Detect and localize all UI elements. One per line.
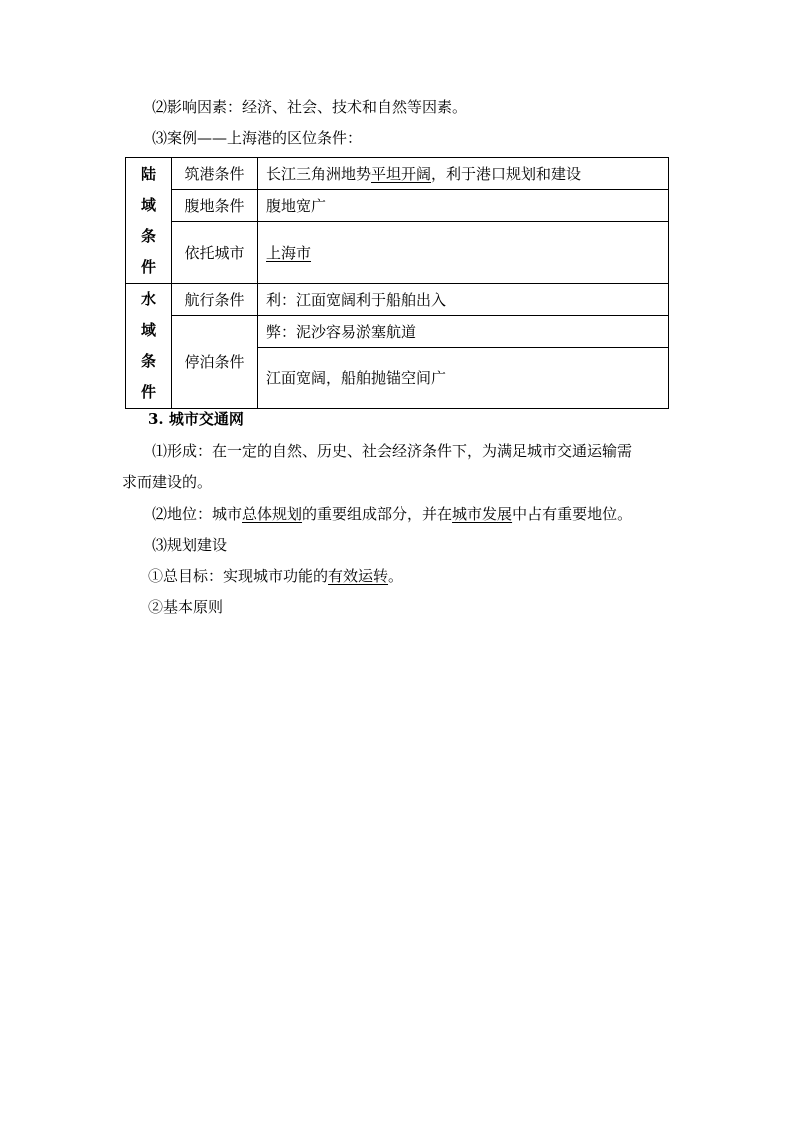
condition-hinterland: 腹地条件 bbox=[172, 190, 258, 222]
desc-port-building: 长江三角洲地势平坦开阔，利于港口规划和建设 bbox=[258, 158, 669, 190]
paragraph-overall-goal: ①总目标：实现城市功能的有效运转。 bbox=[148, 567, 404, 585]
condition-city: 依托城市 bbox=[172, 222, 258, 284]
shanghai-port-location-table bbox=[125, 157, 669, 409]
paragraph-influencing-factors: ⑵影响因素：经济、社会、技术和自然等因素。 bbox=[152, 98, 468, 116]
desc-navigation: 利：江面宽阔利于船舶出入 bbox=[258, 284, 669, 316]
condition-navigation: 航行条件 bbox=[172, 284, 258, 316]
paragraph-planning: ⑶规划建设 bbox=[152, 536, 228, 554]
table-row bbox=[126, 158, 669, 190]
table-row bbox=[126, 190, 669, 222]
table-row bbox=[126, 316, 669, 348]
paragraph-status: ⑵地位：城市总体规划的重要组成部分，并在城市发展中占有重要地位。 bbox=[152, 505, 633, 523]
desc-mooring-advantage: 江面宽阔，船舶抛锚空间广 bbox=[258, 348, 669, 409]
paragraph-formation-line2: 求而建设的。 bbox=[122, 473, 213, 491]
land-conditions-label: 陆 域 条 件 bbox=[126, 158, 172, 284]
paragraph-basic-principles: ②基本原则 bbox=[148, 598, 224, 616]
condition-mooring: 停泊条件 bbox=[172, 316, 258, 409]
desc-city: 上海市 bbox=[258, 222, 669, 284]
desc-hinterland: 腹地宽广 bbox=[258, 190, 669, 222]
water-conditions-label: 水 域 条 件 bbox=[126, 284, 172, 409]
paragraph-formation-line1: ⑴形成：在一定的自然、历史、社会经济条件下，为满足城市交通运输需 bbox=[152, 442, 633, 460]
table-row bbox=[126, 222, 669, 284]
paragraph-case-heading: ⑶案例——上海港的区位条件： bbox=[152, 129, 363, 147]
condition-port-building: 筑港条件 bbox=[172, 158, 258, 190]
section-3-heading: 3. 城市交通网 bbox=[148, 410, 244, 428]
table-row bbox=[126, 284, 669, 316]
desc-mooring-disadvantage: 弊：泥沙容易淤塞航道 bbox=[258, 316, 669, 348]
